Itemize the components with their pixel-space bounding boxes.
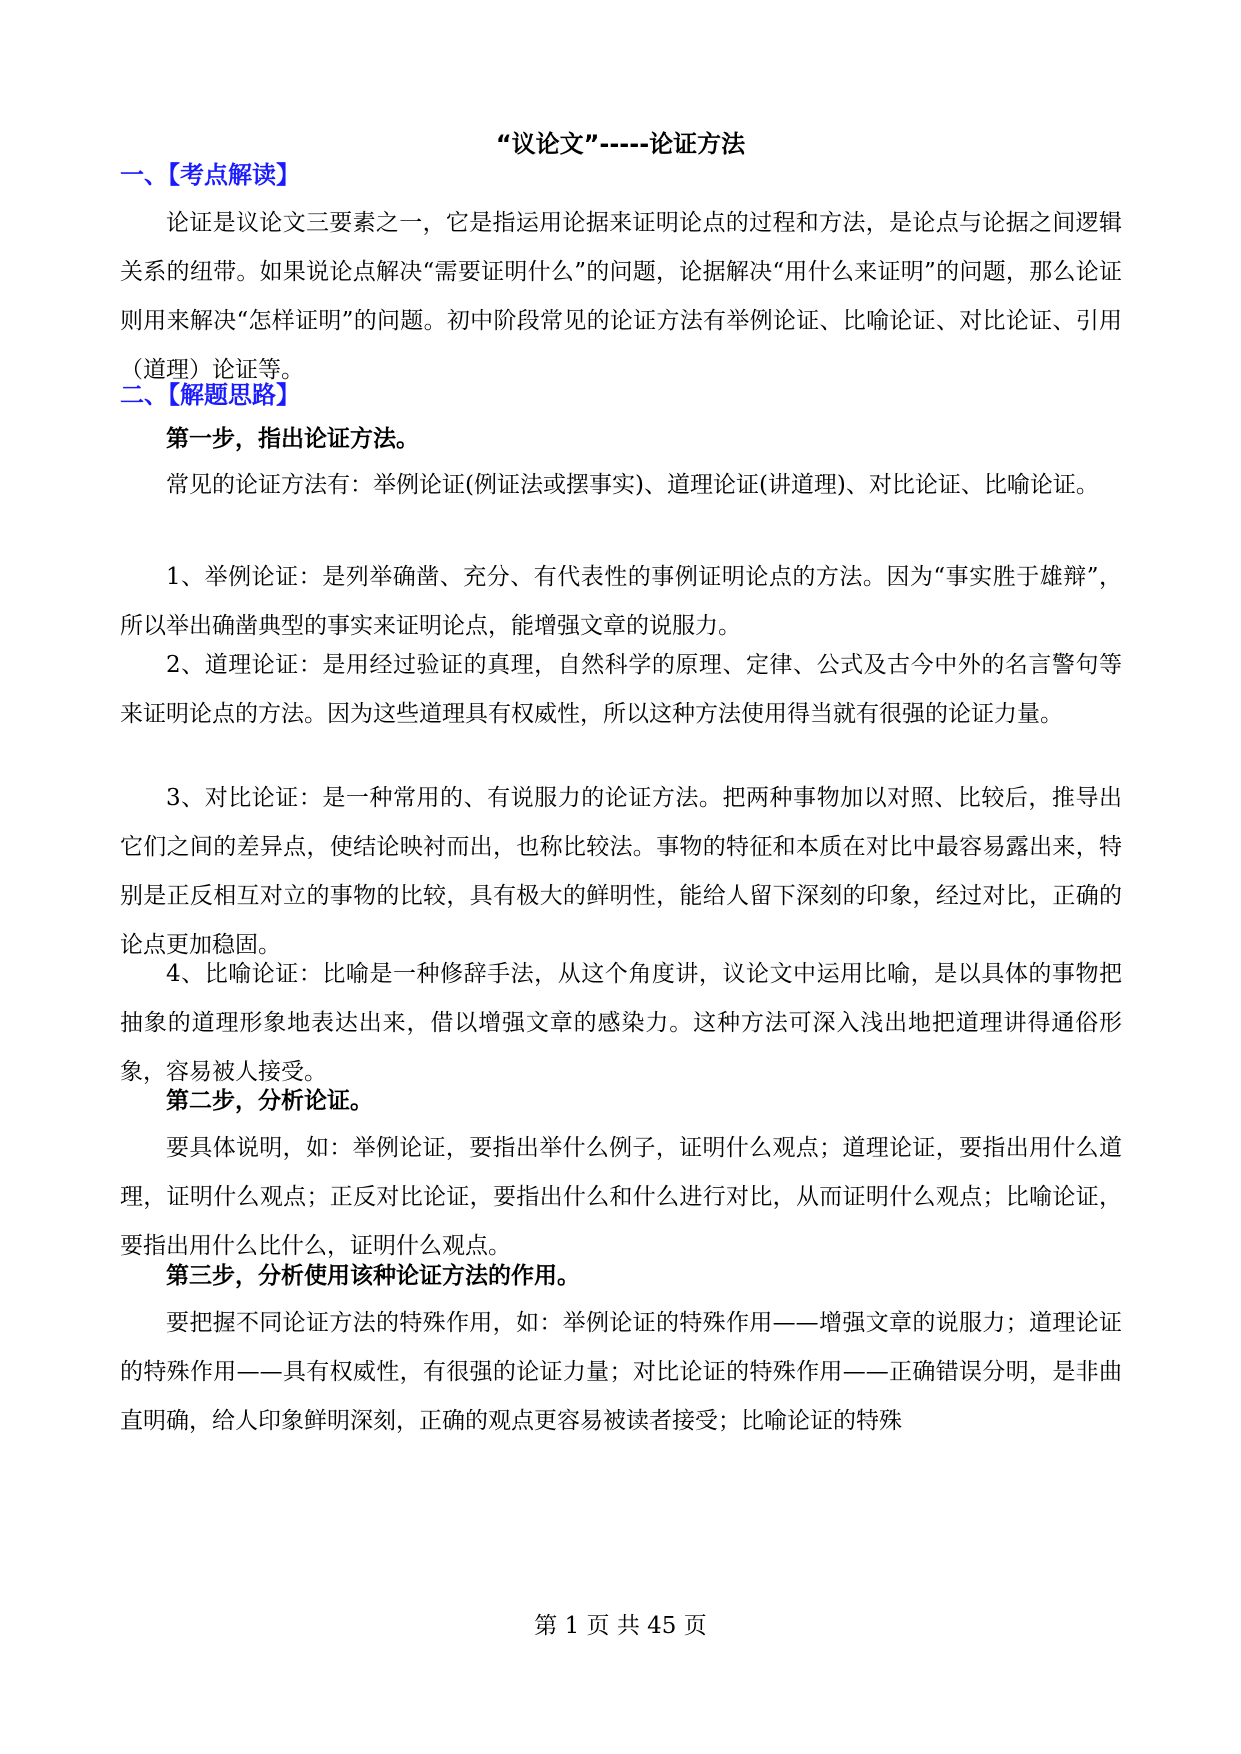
paragraph-method-effect: 要把握不同论证方法的特殊作用，如：举例论证的特殊作用——增强文章的说服力；道理论证的特殊作用——具有权威性，有很强的论证力量；对比论证的特殊作用——正确错误分明，是非曲直明确，给人印象鲜明深刻，正确的观点更容易被读者接受；比喻论证的特殊 (120, 1310, 1122, 1434)
step-3-title: 第三步，分析使用该种论证方法的作用。 (166, 1263, 580, 1289)
paragraph-method-metaphor: 4、比喻论证：比喻是一种修辞手法，从这个角度讲，议论文中运用比喻，是以具体的事物把抽象的道理形象地表达出来，借以增强文章的感染力。这种方法可深入浅出地把道理讲得通俗形象，容易被人接受。 (120, 961, 1122, 1085)
step-2-title: 第二步，分析论证。 (166, 1088, 373, 1114)
paragraph-common-methods: 常见的论证方法有：举例论证(例证法或摆事实)、道理论证(讲道理)、对比论证、比喻论证。 (166, 472, 1099, 498)
paragraph-analyze-argument: 要具体说明，如：举例论证，要指出举什么例子，证明什么观点；道理论证，要指出用什么道理，证明什么观点；正反对比论证，要指出什么和什么进行对比，从而证明什么观点；比喻论证，要指出用什么比什么，证明什么观点。 (120, 1135, 1122, 1259)
section-heading-key-points: 一、【考点解读】 (120, 161, 300, 189)
document-title: “议论文”-----论证方法 (495, 130, 746, 158)
paragraph-key-points: 论证是议论文三要素之一，它是指运用论据来证明论点的过程和方法，是论点与论据之间逻辑关系的纽带。如果说论点解决“需要证明什么”的问题，论据解决“用什么来证明”的问题，那么论证则用来解决“怎样证明”的问题。初中阶段常见的论证方法有举例论证、比喻论证、对比论证、引用（道理）论证等。 (120, 210, 1122, 383)
section-heading-solving-approach: 二、【解题思路】 (120, 381, 300, 409)
paragraph-method-reasoning: 2、道理论证：是用经过验证的真理，自然科学的原理、定律、公式及古今中外的名言警句等来证明论点的方法。因为这些道理具有权威性，所以这种方法使用得当就有很强的论证力量。 (120, 652, 1122, 727)
step-1-title: 第一步，指出论证方法。 (166, 426, 419, 452)
paragraph-method-example: 1、举例论证：是列举确凿、充分、有代表性的事例证明论点的方法。因为“事实胜于雄辩”，所以举出确凿典型的事实来证明论点，能增强文章的说服力。 (120, 564, 1122, 639)
page-footer: 第 1 页 共 45 页 (534, 1613, 707, 1639)
paragraph-method-contrast: 3、对比论证：是一种常用的、有说服力的论证方法。把两种事物加以对照、比较后，推导出它们之间的差异点，使结论映衬而出，也称比较法。事物的特征和本质在对比中最容易露出来，特别是正反相互对立的事物的比较，具有极大的鲜明性，能给人留下深刻的印象，经过对比，正确的论点更加稳固。 (120, 785, 1122, 958)
